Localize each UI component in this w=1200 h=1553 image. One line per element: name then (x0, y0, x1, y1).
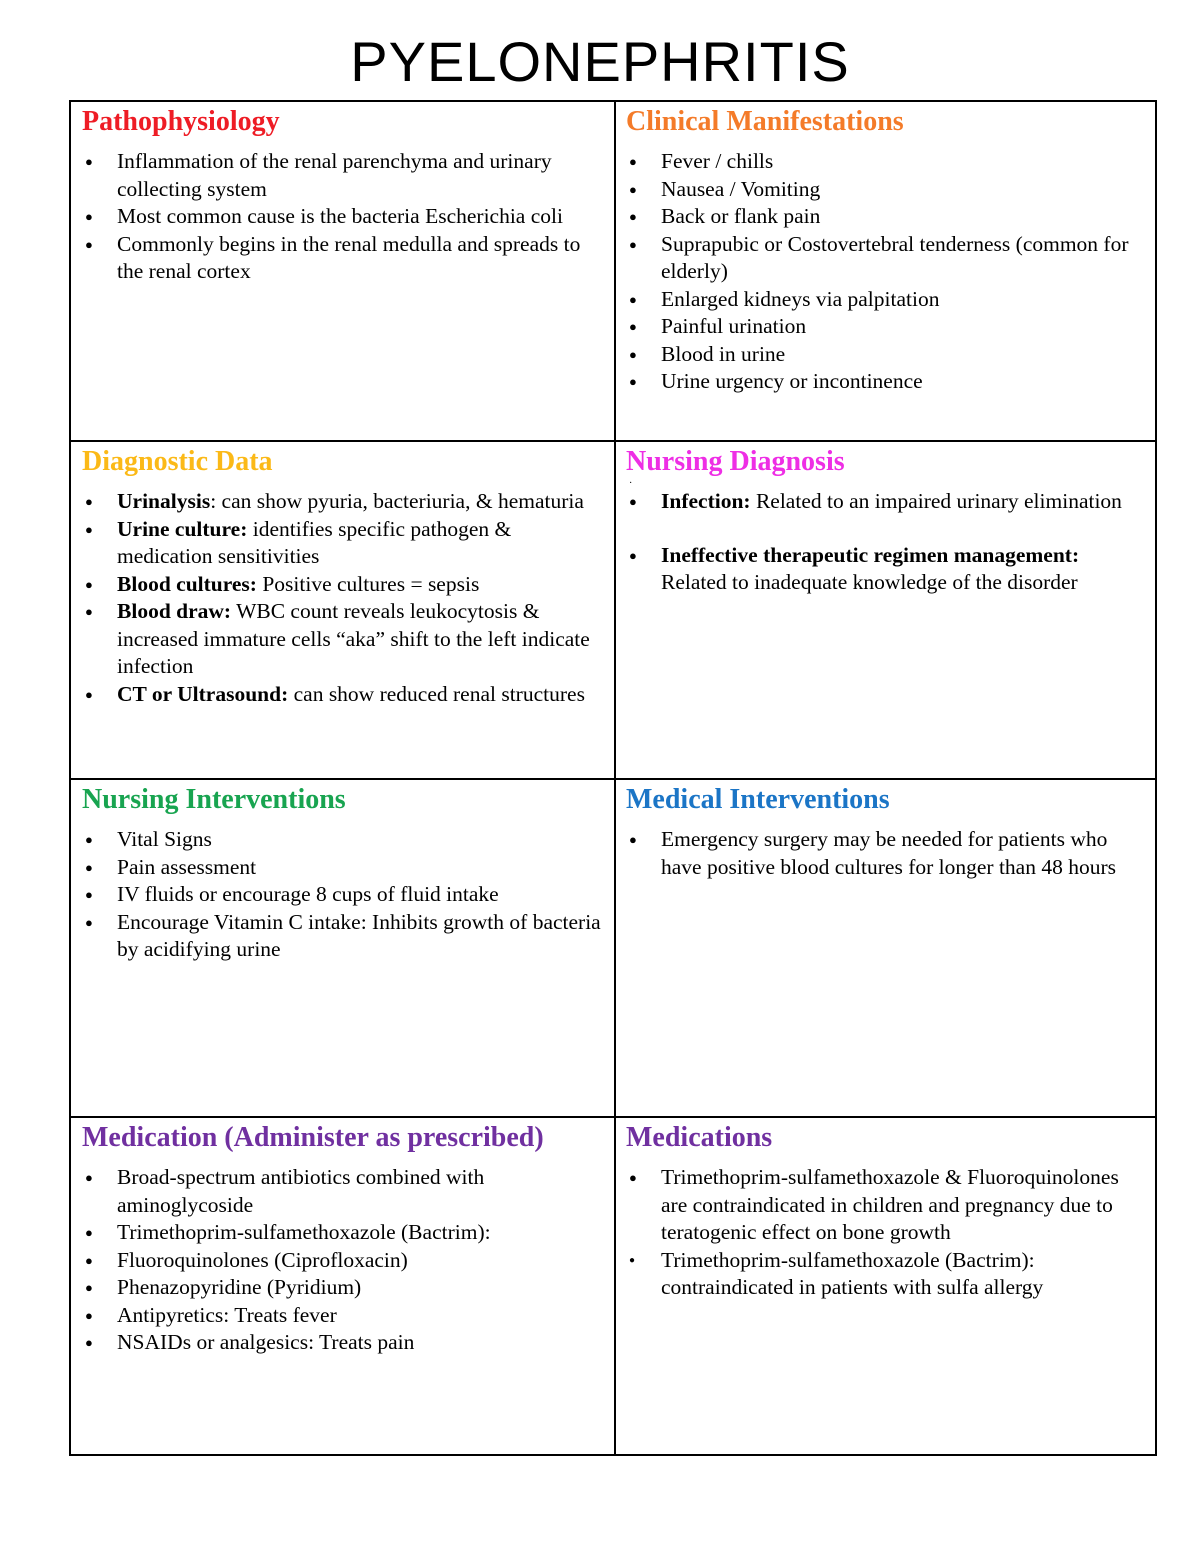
list-item: ● Urine urgency or incontinence (626, 368, 1147, 396)
clinical-manifestations-section (616, 102, 1155, 440)
item-term: Blood cultures: (117, 571, 257, 596)
list-item (82, 598, 606, 681)
list-item: ● Trimethoprim-sulfamethoxazole (Bactrim): contraindicated in patients with sulfa allergy (626, 1247, 1147, 1302)
medication-heading: Medication (Administer as prescribed) (82, 1122, 544, 1153)
list-item: ● Most common cause is the bacteria Escherichia coli (82, 203, 606, 231)
medication-list (82, 1164, 606, 1357)
list-item: ● NSAIDs or analgesics: Treats pain (82, 1329, 606, 1357)
medication-section (71, 1116, 616, 1454)
item-term: Urinalysis (117, 489, 211, 513)
list-item: ● Blood in urine (626, 341, 1147, 369)
item-term: Ineffective therapeutic regimen management: (661, 542, 1080, 567)
medications-section (616, 1116, 1155, 1454)
nursing-interventions-list (82, 826, 606, 964)
list-item: ● Fever / chills (626, 148, 1147, 176)
list-item: ● Emergency surgery may be needed for patients who have positive blood cultures for longer than 48 hours (626, 826, 1147, 881)
medications-heading: Medications (626, 1122, 773, 1153)
nursing-interventions-heading: Nursing Interventions (82, 784, 346, 815)
nursing-diagnosis-heading: Nursing Diagnosis (626, 446, 845, 477)
list-item (82, 681, 606, 709)
item-text: can show reduced renal structures (288, 681, 585, 706)
list-item (626, 542, 1147, 597)
clinical-manifestations-heading: Clinical Manifestations (626, 106, 904, 137)
list-item: ● Trimethoprim-sulfamethoxazole & Fluoroquinolones are contraindicated in children and pregnancy due to teratogenic effect on bone growth (626, 1164, 1147, 1247)
item-text: Related to an impaired urinary elimination (750, 489, 1122, 513)
list-item: ● IV fluids or encourage 8 cups of fluid intake (82, 881, 606, 909)
medical-interventions-section (616, 778, 1155, 1116)
list-item: ● Fluoroquinolones (Ciprofloxacin) (82, 1247, 606, 1275)
pathophysiology-heading: Pathophysiology (82, 106, 280, 137)
list-item: ● Phenazopyridine (Pyridium) (82, 1274, 606, 1302)
page-title: PYELONEPHRITIS (350, 30, 850, 93)
list-item: ● Broad-spectrum antibiotics combined with aminoglycoside (82, 1164, 606, 1219)
list-item: ● Vital Signs (82, 826, 606, 854)
item-text: identifies specific pathogen & medication sensitivities (117, 516, 512, 568)
list-item: ● Nausea / Vomiting (626, 176, 1147, 204)
medical-interventions-heading: Medical Interventions (626, 784, 890, 815)
list-item: ● Commonly begins in the renal medulla and spreads to the renal cortex (82, 231, 606, 286)
item-term: Urine culture: (117, 516, 248, 541)
item-text: Positive cultures = sepsis (256, 571, 480, 596)
list-item: ● Pain assessment (82, 854, 606, 882)
list-item: ● Inflammation of the renal parenchyma and urinary collecting system (82, 148, 606, 203)
nursing-diagnosis-section (616, 440, 1155, 778)
list-item: ● Encourage Vitamin C intake: Inhibits growth of bacteria by acidifying urine (82, 909, 606, 964)
nursing-interventions-section (71, 778, 616, 1116)
item-term: Blood draw: (117, 599, 232, 623)
item-term: CT or Ultrasound: (117, 681, 289, 706)
item-text: : can show pyuria, bacteriuria, & hematuria (210, 489, 584, 513)
clinical-manifestations-list (626, 148, 1147, 396)
list-item: ● Back or flank pain (626, 203, 1147, 231)
pathophysiology-list (82, 148, 606, 286)
diagnostic-data-heading: Diagnostic Data (82, 446, 273, 477)
item-text: WBC count reveals leukocytosis & increased immature cells “aka” shift to the left indicate infection (117, 599, 590, 678)
nursing-diagnosis-list (626, 488, 1147, 597)
list-item (82, 571, 606, 599)
medications-list (626, 1164, 1147, 1302)
medical-interventions-list (626, 826, 1147, 881)
list-item: ● Trimethoprim-sulfamethoxazole (Bactrim): (82, 1219, 606, 1247)
item-text: Related to inadequate knowledge of the disorder (661, 570, 1078, 594)
list-item: ● Enlarged kidneys via palpitation (626, 286, 1147, 314)
list-item: ● Antipyretics: Treats fever (82, 1302, 606, 1330)
pathophysiology-section (71, 102, 616, 440)
list-item (82, 488, 606, 516)
item-term: Infection: (661, 489, 751, 513)
diagnostic-data-section (71, 440, 616, 778)
stray-mark: · (629, 478, 633, 489)
list-item (626, 488, 1147, 516)
list-item: ● Suprapubic or Costovertebral tenderness (common for elderly) (626, 231, 1147, 286)
list-item: ● Painful urination (626, 313, 1147, 341)
content-grid (69, 100, 1157, 1456)
diagnostic-data-list (82, 488, 606, 708)
list-item (82, 516, 606, 571)
